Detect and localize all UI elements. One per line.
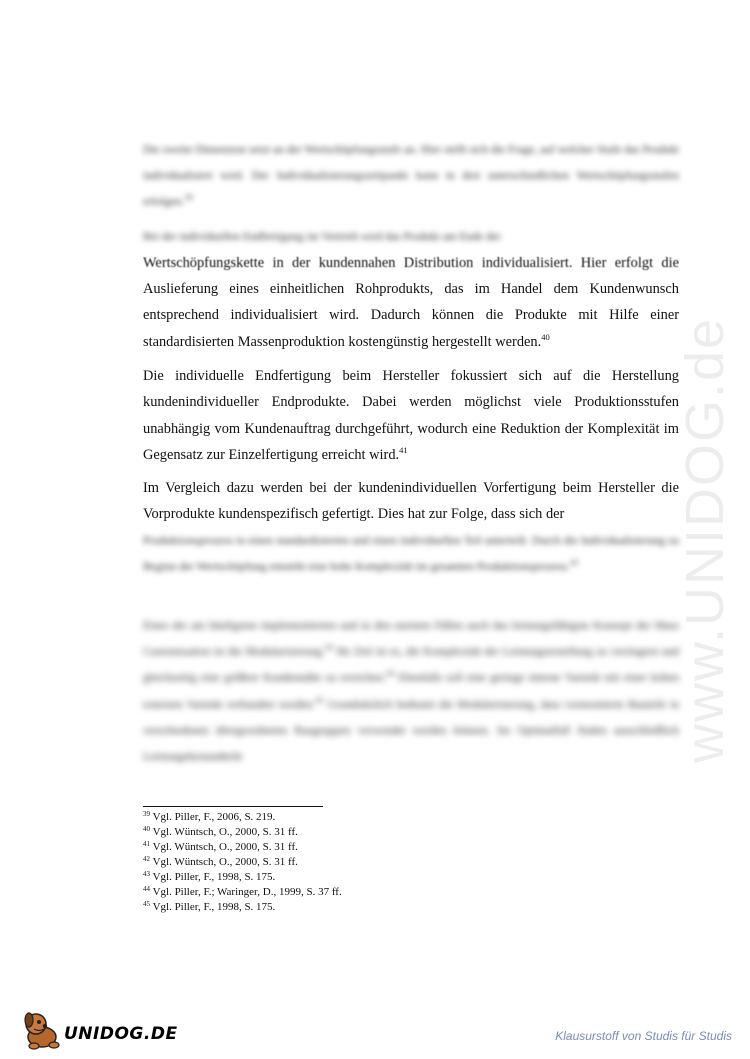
footnote-ref-43: 43 <box>324 642 334 653</box>
paragraph-2-second-line: Wertschöpfungskette in der kundennahen Distribution individualisiert. Hier erfolgt die <box>143 255 679 271</box>
paragraph-2-first-line: Bei der individuellen Endfertigung im Vertrieb wird das Produkt am Ende der <box>143 231 501 243</box>
paragraph-4-blurred-text: Produktionsprozess in einen standardisierten und einen individuellen Teil unterteilt. Durch die Individualisierung zu Beginn der Wertschöpfung entsteht eine hohe Komplexität im gesamten Produktionsprozess. <box>143 534 679 574</box>
footnote-divider <box>143 806 323 807</box>
paragraph-5-text-c: Ebenfalls soll eine geringe interne Varietät mit einer hohen externen Varietät verbunden werden. <box>143 672 679 711</box>
paragraph-1-text: Die zweite Dimension setzt an der Wertschöpfungsstufe an. Hier stellt sich die Frage, auf welcher Stufe das Produkt individualisiert wird. Der Individualisierungszeitpunkt kann in drei unterschiedlichen Wertschöpfungsstufen erfolgen. <box>143 144 679 209</box>
paragraph-5-text-a: Eines der am häufigsten implementierten und in den meisten Fällen auch das leistungsfähigste Konzept der Mass Customization ist die Modularisierung. <box>143 620 679 659</box>
logo-text: UNIDOG.DE <box>64 1024 178 1044</box>
footnote-item: $^{45}$ Vgl. Piller, F., 1998, S. 175. <box>143 900 276 913</box>
footnote-ref-41: 41 <box>399 445 408 456</box>
footnote-item: $^{44}$ Vgl. Piller, F.; Waringer, D., 1999, S. 37 ff. <box>143 885 342 898</box>
footnote-item: $^{39}$ Vgl. Piller, F., 2006, S. 219. <box>143 810 276 823</box>
footnote-ref-45: 45 <box>315 694 324 705</box>
footnote-item: $^{41}$ Vgl. Wüntsch, O., 2000, S. 31 ff. <box>143 840 298 853</box>
paragraph-4-text: Im Vergleich dazu werden bei der kundenindividuellen Vorfertigung beim Hersteller die Vorprodukte kundenspezifisch gefertigt. Dies hat zur Folge, dass sich der <box>143 480 679 523</box>
paragraph-3 <box>143 363 679 469</box>
dog-icon <box>20 1007 64 1051</box>
footnote-item: $^{43}$ Vgl. Piller, F., 1998, S. 175. <box>143 870 276 883</box>
paragraph-5-text-b: Ihr Ziel ist es, die Komplexität der Leistungserstellung zu verringern und gleichzeitig eine größere Kundennähe zu erreichen. <box>143 646 679 685</box>
footnote-ref-44: 44 <box>386 668 395 679</box>
footnote-ref-40: 40 <box>541 332 550 343</box>
watermark-text: www.UNIDOG.de <box>675 316 735 764</box>
footnote-item: $^{42}$ Vgl. Wüntsch, O., 2000, S. 31 ff. <box>143 855 298 868</box>
paragraph-5 <box>143 613 679 797</box>
unidog-logo[interactable] <box>20 1007 200 1051</box>
footnote-ref-39: 39 <box>184 192 193 203</box>
footnote-item: $^{40}$ Vgl. Wüntsch, O., 2000, S. 31 ff. <box>143 825 298 838</box>
paragraph-1 <box>143 137 679 216</box>
paragraph-2 <box>143 224 679 355</box>
footnotes <box>143 810 543 915</box>
footnote-ref-42: 42 <box>569 557 579 568</box>
paragraph-5-text-d: Grundsätzlich bedeutet die Modularisierung, dass vormontierte Bauteile in verschiedenen übergeordneten Baugruppen verwendet werden können. Im Optimalfall finden ausschließlich Leistungsbestandteile <box>143 698 679 764</box>
tagline: Klausurstoff von Studis für Studis <box>555 1029 732 1043</box>
paragraph-4 <box>143 475 679 580</box>
paragraph-2-text: Auslieferung eines einheitlichen Rohprodukts, das im Handel dem Kundenwunsch entsprechend individualisiert wird. Dadurch können die Produkte mit Hilfe einer standardisierten Massenproduktion kostengünstig hergestellt werden. <box>143 281 679 350</box>
paragraph-3-text: Die individuelle Endfertigung beim Hersteller fokussiert sich auf die Herstellung kundenindividueller Endprodukte. Dabei werden möglichst viele Produktionsstufen unabhängig vom Kundenauftrag durchgeführt, wodurch eine Reduktion der Komplexität im Gegensatz zur Einzelfertigung erreicht wird. <box>143 368 679 464</box>
